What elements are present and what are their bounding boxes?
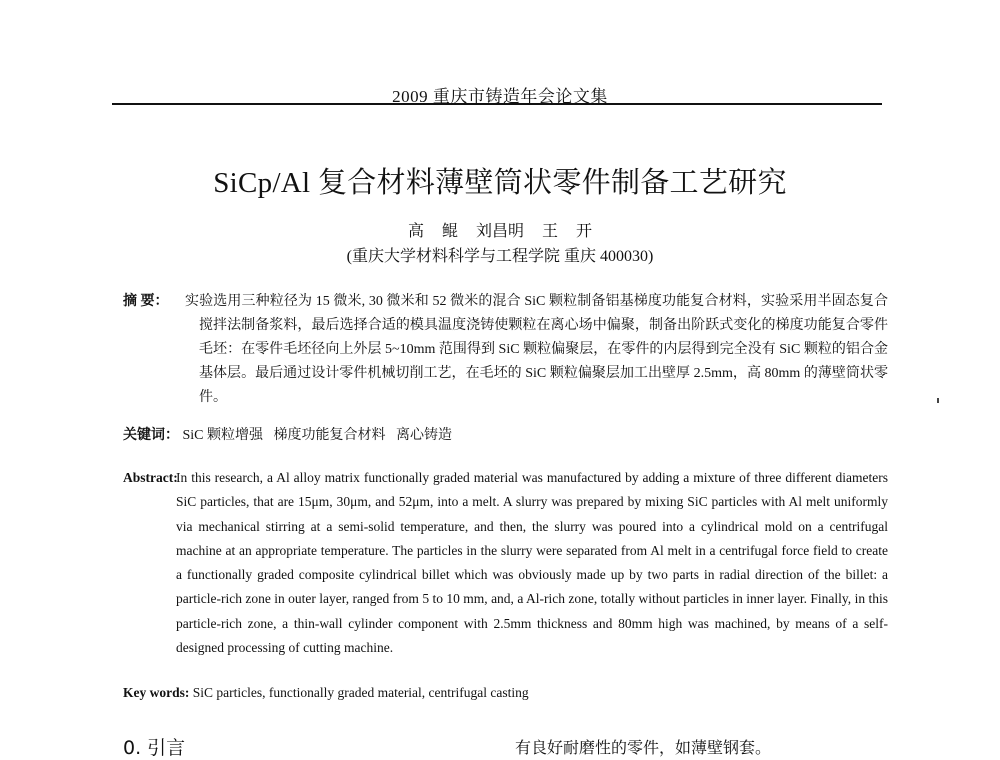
author: 刘昌明 <box>475 223 524 240</box>
abstract-en-label: Abstract: <box>123 470 178 485</box>
keywords-chinese <box>123 424 888 444</box>
keyword: 梯度功能复合材料 <box>273 428 386 443</box>
authors <box>0 218 1000 241</box>
scan-artifact <box>937 398 939 403</box>
keyword: SiC 颗粒增强 <box>182 428 264 443</box>
keywords-en-label: Key words: <box>123 685 190 700</box>
running-header: 2009 重庆市铸造年会论文集 <box>392 87 608 106</box>
author: 王 开 <box>542 223 593 240</box>
author: 高 鲲 <box>407 223 458 240</box>
keyword: 离心铸造 <box>396 428 453 443</box>
abstract-cn-text: 实验选用三种粒径为 15 微米, 30 微米和 52 微米的混合 SiC 颗粒制备铝基梯度功能复合材料，实验采用半固态复合搅拌法制备浆料，最后选择合适的模具温度浇铸使颗粒在离心场中偏聚，制备出阶跃式变化的梯度功能复合零件毛坯：在零件毛坯径向上外层 5~10mm 范围得到 SiC 颗粒偏聚层，在零件的内层得到完全没有 SiC 颗粒的铝合金基体层。最后通过设计零件机械切削工艺，在毛坯的 SiC 颗粒偏聚层加工出壁厚 2.5mm，高 80mm 的薄壁筒状零件。 <box>185 294 888 405</box>
paper-title: SiCp/Al 复合材料薄壁筒状零件制备工艺研究 <box>213 167 787 199</box>
keywords-cn-label: 关键词： <box>123 428 179 443</box>
abstract-chinese <box>123 290 888 410</box>
abstract-en-text: In this research, a Al alloy matrix functionally graded material was manufactured by adding a mixture of three different diameters SiC particles, that are 15μm, 30μm, and 52μm, into a melt. A slurry was prepared by mixing SiC particles with Al melt uniformly via mechanical stirring at a semi-solid temperature, and then, the slurry was poured into a cylindrical mold on a centrifugal machine at an appropriate temperature. The particles in the slurry were separated from Al melt in a centrifugal force field to create a functionally graded composite cylindrical billet which was obviously made up by two parts in radial direction of the billet: a particle-rich zone in outer layer, ranged from 5 to 10 mm, and, a Al-rich zone, totally without particles in inner layer. Finally, in this particle-rich zone, a thin-wall cylinder component with 2.5mm thickness and 80mm high was machined, by means of a self-designed processing of cutting machine. <box>176 470 888 656</box>
header-rule <box>112 103 882 105</box>
abstract-cn-label: 摘 要： <box>123 294 169 309</box>
affiliation: (重庆大学材料科学与工程学院 重庆 400030) <box>346 248 654 265</box>
abstract-english <box>123 466 888 660</box>
keywords-english <box>123 685 888 701</box>
body-text-fragment: 有良好耐磨性的零件，如薄壁钢套。 <box>515 738 772 757</box>
keywords-en-text: SiC particles, functionally graded material, centrifugal casting <box>192 685 529 700</box>
section-heading-introduction: 0. 引言 <box>123 737 186 759</box>
